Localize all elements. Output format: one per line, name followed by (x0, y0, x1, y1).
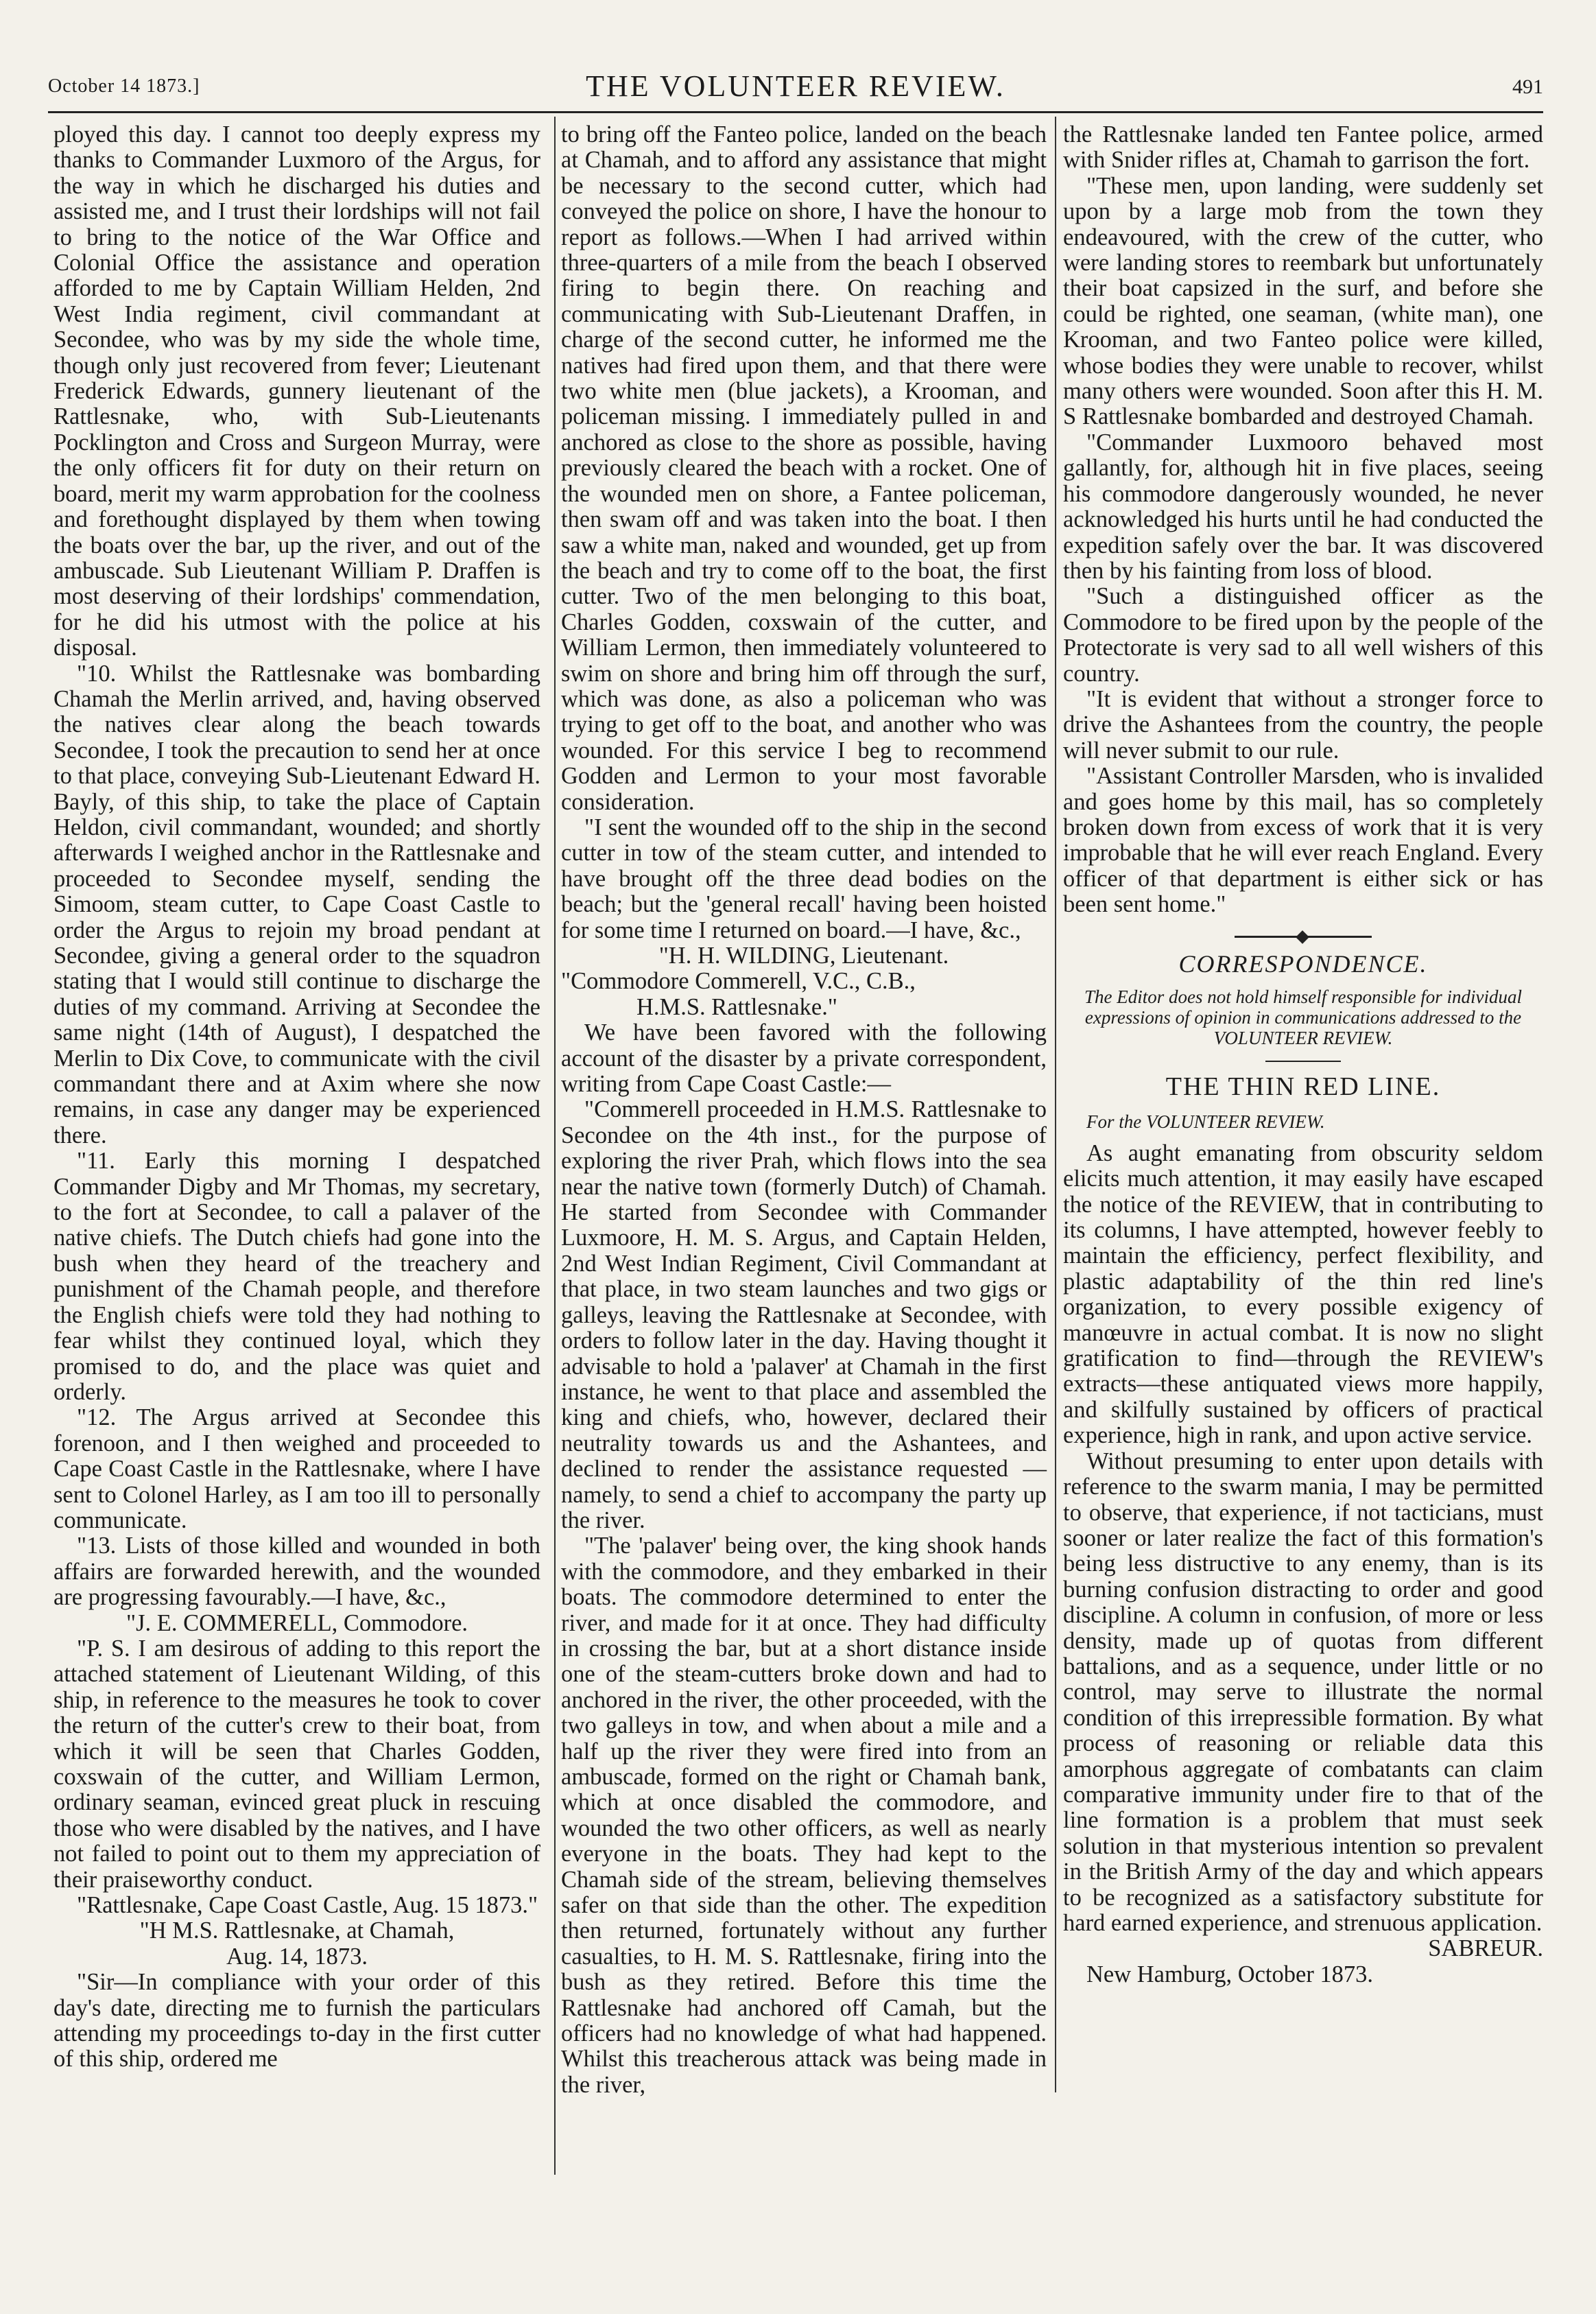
paragraph: the Rattlesnake landed ten Fantee police, armed with Snider rifles at, Chamah to garrison the fort. (1063, 121, 1543, 174)
place-date: New Hamburg, October 1873. (1086, 1961, 1374, 1987)
addressee-ship: H.M.S. Rattlesnake." (636, 993, 837, 1020)
paragraph: ployed this day. I cannot too deeply express my thanks to Commander Luxmoro of the Argus, for the way in which he discharged his duties and assisted me, and I trust their lordships will not fail to bring to the notice of the War Office and Colonial Office the assistance and operation afforded to me by Captain William Helden, 2nd West India regiment, civil commandant at Secondee, who was by my side the whole time, though only just recovered from fever; Lieutenant Frederick Edwards, gunnery lieutenant of the Rattlesnake, who, with Sub-Lieutenants Pocklington and Cross and Surgeon Murray, were the only officers fit for duty on their return on board, merit my warm approbation for the coolness and forethought displayed by them when towing the boats over the bar, up the river, and out of the ambuscade. Sub Lieutenant William P. Draffen is most deserving of their lordships' commendation, for he did his utmost with the police at his disposal. (53, 121, 540, 661)
paragraph: "11. Early this morning I despatched Commander Digby and Mr Thomas, my secretary, to the fort at Secondee, to call a palaver of the native chiefs. The Dutch chiefs had gone into the bush when they heard of the treachery and punishment of the Chamah people, and therefore the English chiefs were told they had nothing to fear whilst they continued loyal, which they promised to do, and the place was quiet and orderly. (53, 1148, 540, 1405)
column-divider-2 (1055, 117, 1056, 2092)
publication-title: THE VOLUNTEER REVIEW. (586, 69, 1005, 103)
paragraph: "It is evident that without a stronger force to drive the Ashantees from the country, the people will never submit to our rule. (1063, 685, 1543, 764)
paragraph: We have been favored with the following account of the disaster by a private correspondent, writing from Cape Coast Castle:— (561, 1019, 1047, 1098)
short-rule (1265, 1061, 1341, 1062)
issue-date: October 14 1873.] (48, 75, 200, 97)
paragraph: "These men, upon landing, were suddenly set upon by a large mob from the town they endeavoured, with the crew of the cutter, who were landing stores to reembark but unfortunately their boat capsized in the surf, and before she could be righted, one seaman, (white man), one Krooman, and two Fanteo police were killed, whose bodies they were unable to recover, whilst many others were wounded. Soon after this H. M. S Rattlesnake bombarded and destroyed Chamah. (1063, 172, 1543, 430)
column-3 (1063, 122, 1543, 1987)
paragraph: Without presuming to enter upon details with reference to the swarm mania, I may be permitted to observe, that experience, if not tacticians, must sooner or later realize the fact of this formation's being less distructive to any enemy, than is its burning confusion distracting to order and good discipline. A column in confusion, of more or less density, made up of quotas from different battalions, and as a sequence, under little or no control, may serve to illustrate the normal condition of this irrepressible formation. By what process of reasoning or reliable data this amorphous aggregate of combatants can claim comparative immunity under fire to that of the line formation is a problem that must seek solution in that mysterious intention so prevalent in the British Army of the day and which appears to be recognized as a satisfactory substitute for hard earned experience, and strenuous application. (1063, 1448, 1543, 1936)
author-pseudonym: SABREUR. (1428, 1935, 1543, 1962)
paragraph: "P. S. I am desirous of adding to this report the attached statement of Lieutenant Wilding, of this ship, in reference to the measures he took to cover the return of the cutter's crew to their boat, from which it will be seen that Charles Godden, coxswain of the cutter, and William Lermon, ordinary seaman, evinced great pluck in rescuing those who were disabled by the natives, and I have not failed to point out to them my appreciation of their praiseworthy conduct. (53, 1635, 540, 1893)
addressee-line: "Commodore Commerell, V.C., C.B., (561, 968, 916, 995)
paragraph: "Commander Luxmooro behaved most gallantly, for, although hit in five places, seeing his commodore dangerously wounded, he never acknowledged his hurts until he had conducted the expedition safely over the bar. It was discovered then by his fainting from loss of blood. (1063, 429, 1543, 584)
header-rule (48, 111, 1543, 113)
article-byline: For the VOLUNTEER REVIEW. (1086, 1111, 1325, 1133)
paragraph: "Commerell proceeded in H.M.S. Rattlesnake to Secondee on the 4th inst., for the purpose of exploring the river Prah, which flows into the sea near the native town (formerly Dutch) of Chamah. He started from Secondee with Commander Luxmoore, H. M. S. Argus, and Captain Helden, 2nd West Indian Regiment, Civil Commandant at that place, in two steam launches and two gigs or galleys, leaving the Rattlesnake at Secondee, with orders to follow later in the day. Having thought it advisable to hold a 'palaver' at Chamah in the first instance, he went to that place and assembled the king and chiefs, who, however, declared their neutrality towards us and the Ashantees, and declined to render the assistance requested —namely, to send a chief to accompany the party up the river. (561, 1096, 1047, 1533)
letter-date: Aug. 14, 1873. (226, 1943, 368, 1970)
paragraph: "13. Lists of those killed and wounded in both affairs are forwarded herewith, and the wounded are progressing favourably.—I have, &c., (53, 1533, 540, 1611)
editor-disclaimer: The Editor does not hold himself responsible for individual expressions of opinion in communications addressed to the VOLUNTEER REVIEW. (1084, 987, 1522, 1048)
paragraph: "Assistant Controller Marsden, who is invalided and goes home by this mail, has so completely broken down from excess of work that it is very improbable that he will ever reach England. Every officer of that department is either sick or has been sent home." (1063, 763, 1543, 918)
paragraph: to bring off the Fanteo police, landed on the beach at Chamah, and to afford any assistance that might be necessary to the second cutter, which had conveyed the police on shore, I have the honour to report as follows.—When I had arrived within three-quarters of a mile from the beach I observed firing to begin there. On reaching and communicating with Sub-Lieutenant Draffen, in charge of the second cutter, he informed me the natives had fired upon them, and that there were two white men (blue jackets), a Krooman, and policeman missing. I immediately pulled in and anchored as close to the shore as possible, having previously cleared the beach with a rocket. One of the wounded men on shore, a Fantee policeman, then swam off and was taken into the boat. I then saw a white man, naked and wounded, get up from the beach and try to come off to the boat, the first cutter. Two of the men belonging to this boat, Charles Godden, coxswain of the cutter, and William Lermon, then immediately volunteered to swim on shore and bring him off through the surf, which was done, as also a policeman who was trying to get off to the boat, and another who was wounded. For this service I beg to recommend Godden and Lermon to your most favorable consideration. (561, 121, 1047, 815)
paragraph: "10. Whilst the Rattlesnake was bombarding Chamah the Merlin arrived, and, having observed the natives clear along the beach towards Secondee, I took the precaution to send her at once to that place, conveying Sub-Lieutenant Edward H. Bayly, of this ship, to take the place of Captain Heldon, civil commandant, wounded; and shortly afterwards I weighed anchor in the Rattlesnake and proceeded to Secondee myself, sending the Simoom, steam cutter, to Cape Coast Castle to order the Argus to rejoin my broad pendant at Secondee, giving a general order to the squadron stating that I would still continue to discharge the duties of my command. Arriving at Secondee the same night (14th of August), I despatched the Merlin to Dix Cove, to communicate with the civil commandant there and at Axim where she now remains, in case any danger may be experienced there. (53, 660, 540, 1148)
column-1 (53, 122, 540, 2073)
section-divider (1235, 936, 1372, 938)
page-header (48, 69, 1543, 110)
section-heading: CORRESPONDENCE. (1178, 949, 1428, 978)
dateline: "Rattlesnake, Cape Coast Castle, Aug. 15 1873." (77, 1892, 538, 1919)
page-number: 491 (1512, 75, 1543, 98)
signature-line: "H. H. WILDING, Lieutenant. (658, 943, 949, 969)
paragraph: "I sent the wounded off to the ship in the second cutter in tow of the steam cutter, and intended to have brought off the three dead bodies on the beach; but the 'general recall' having been hoisted for some time I returned on board.—I have, &c., (561, 814, 1047, 943)
signature-line: "J. E. COMMERELL, Commodore. (126, 1609, 468, 1636)
article-title: THE THIN RED LINE. (1165, 1072, 1441, 1101)
article-signature (1063, 1936, 1543, 1961)
paragraph: "Such a distinguished officer as the Commodore to be fired upon by the people of the Protectorate is very sad to all well wishers of this country. (1063, 583, 1543, 687)
paragraph: "12. The Argus arrived at Secondee this forenoon, and I then weighed and proceeded to Cape Coast Castle in the Rattlesnake, where I have sent to Colonel Harley, as I am too ill to personally communicate. (53, 1404, 540, 1533)
paragraph: As aught emanating from obscurity seldom elicits much attention, it may easily have escaped the notice of the REVIEW, that in contributing to its columns, I have attempted, however feebly to maintain the efficiency, perfect flexibility, and plastic adaptability of the thin red line's organization, to every possible exigency of manœuvre in actual combat. It is now no slight gratification to find—through the REVIEW's extracts—these antiquated views more happily, and skilfully sustained by officers of practical experience, high in rank, and upon active service. (1063, 1140, 1543, 1449)
paragraph: "The 'palaver' being over, the king shook hands with the commodore, and they embarked in their boats. The commodore determined to enter the river, and made for it at once. They had difficulty in crossing the bar, but at a short distance inside one of the steam-cutters broke down and had to anchored in the river, the other proceeded, with the two galleys in tow, and when about a mile and a half up the river they were fired into from an ambuscade, formed on the right or Chamah bank, which at once disabled the commodore, and wounded the two other officers, as well as nearly everyone in the boats. They had kept to the Chamah side of the stream, believing themselves safer on that side than the other. The expedition then returned, fortunately without any further casualties, to H. M. S. Rattlesnake, firing into the bush as they retired. Before this time the Rattlesnake had anchored off Camah, but the officers had no knowledge of what had happened. Whilst this treacherous attack was being made in the river, (561, 1533, 1047, 2098)
column-divider-1 (554, 117, 556, 2175)
column-2 (561, 122, 1047, 2098)
paragraph: "Sir—In compliance with your order of this day's date, directing me to furnish the particulars attending my proceedings to-day in the first cutter of this ship, ordered me (53, 1969, 540, 2073)
letter-heading: "H M.S. Rattlesnake, at Chamah, (139, 1917, 455, 1944)
